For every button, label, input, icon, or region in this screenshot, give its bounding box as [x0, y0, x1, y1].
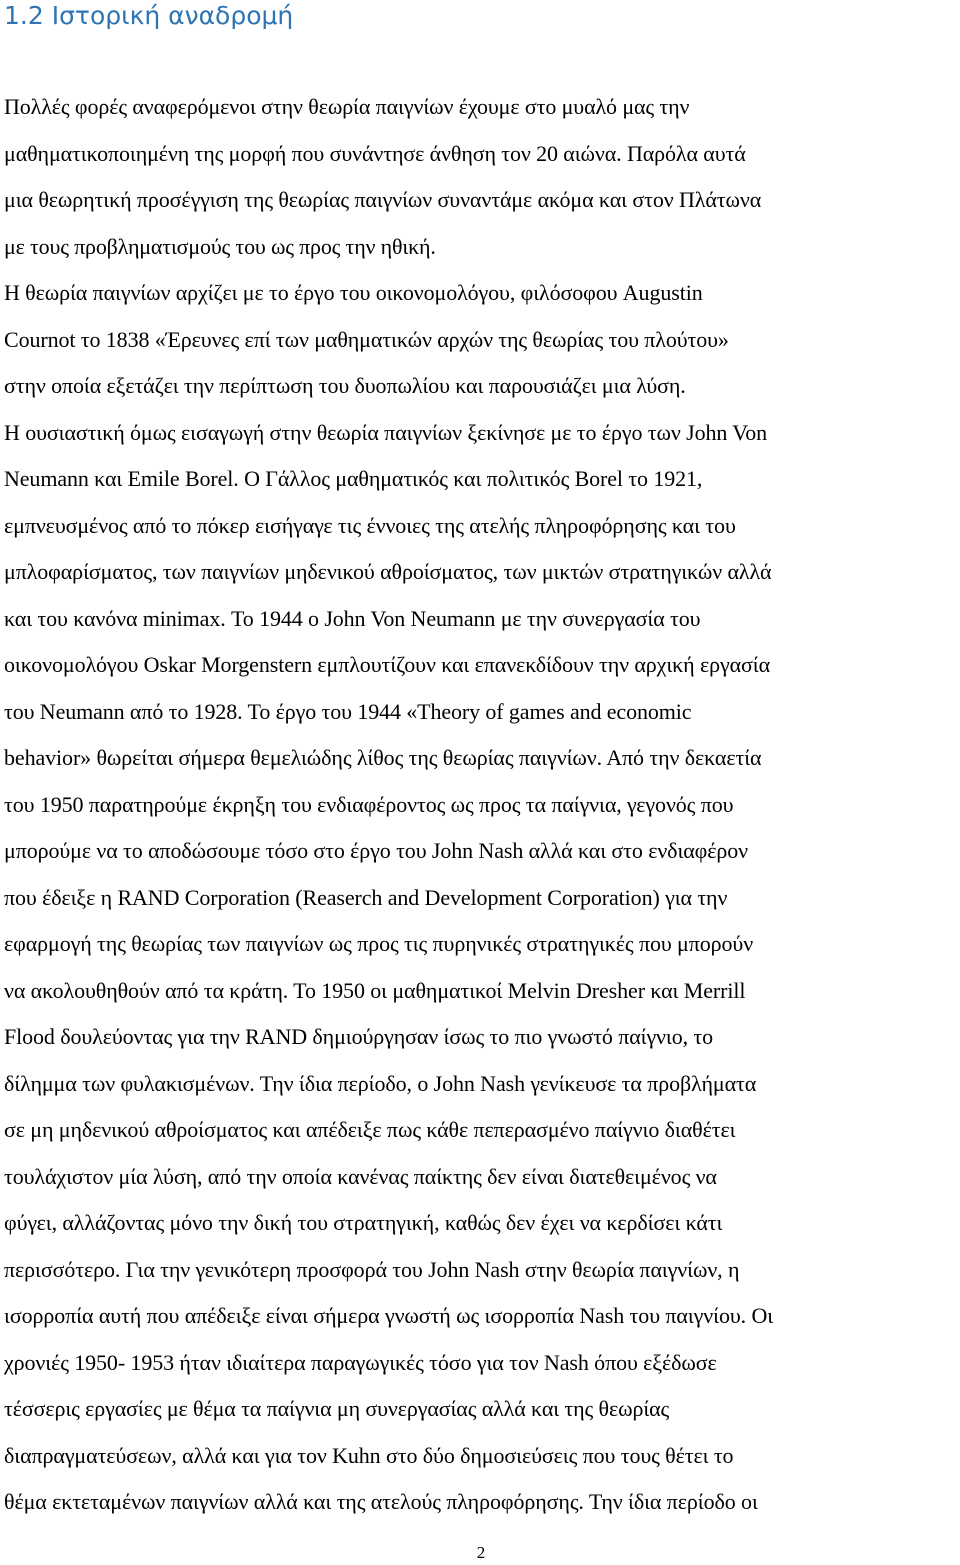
- text-line: περισσότερο. Για την γενικότερη προσφορά του John Nash στην θεωρία παιγνίων, η: [4, 1256, 740, 1282]
- text-line: του 1950 παρατηρούμε έκρηξη του ενδιαφέροντος ως προς τα παίγνια, γεγονός που: [4, 791, 734, 817]
- text-line: και του κανόνα minimax. Το 1944 ο John Von Neumann με την συνεργασία του: [4, 605, 701, 631]
- text-line: Flood δουλεύοντας για την RAND δημιούργησαν ίσως το πιο γνωστό παίγνιο, το: [4, 1024, 714, 1049]
- text-line: μαθηματικοποιημένη της μορφή που συνάντησε άνθηση τον 20 αιώνα. Παρόλα αυτά: [4, 140, 746, 166]
- text-line: δίλημμα των φυλακισμένων. Την ίδια περίοδο, ο John Nash γενίκευσε τα προβλήματα: [4, 1070, 757, 1096]
- text-line: θέμα εκτεταμένων παιγνίων αλλά και της ατελούς πληροφόρησης. Την ίδια περίοδο οι: [4, 1489, 758, 1514]
- text-line: του Neumann από το 1928. Το έργο του 1944 «Theory of games and economic: [4, 698, 692, 724]
- text-line: ισορροπία αυτή που απέδειξε είναι σήμερα γνωστή ως ισορροπία Nash του παιγνίου. Οι: [4, 1303, 774, 1328]
- text-line: εφαρμογή της θεωρίας των παιγνίων ως προς τις πυρηνικές στρατηγικές που μπορούν: [4, 931, 754, 956]
- text-line: τουλάχιστον μία λύση, από την οποία κανένας παίκτης δεν είναι διατεθειμένος να: [4, 1163, 717, 1189]
- text-line: μπορούμε να το αποδώσουμε τόσο στο έργο του John Nash αλλά και στο ενδιαφέρον: [4, 838, 749, 863]
- text-line: Η θεωρία παιγνίων αρχίζει με το έργο του οικονομολόγου, φιλόσοφου Augustin: [4, 280, 703, 305]
- text-line: σε μη μηδενικού αθροίσματος και απέδειξε πως κάθε πεπερασμένο παίγνιο διαθέτει: [4, 1117, 736, 1142]
- text-line: μπλοφαρίσματος, των παιγνίων μηδενικού αθροίσματος, των μικτών στρατηγικών αλλά: [4, 559, 772, 584]
- text-line: που έδειξε η RAND Corporation (Reaserch and Development Corporation) για την: [4, 884, 728, 910]
- page-number: 2: [476, 1543, 486, 1562]
- text-line: να ακολουθηθούν από τα κράτη. Το 1950 οι μαθηματικοί Melvin Dresher και Merrill: [4, 977, 746, 1003]
- text-line: τέσσερις εργασίες με θέμα τα παίγνια μη συνεργασίας αλλά και της θεωρίας: [4, 1396, 670, 1421]
- text-line: Cournot το 1838 «Έρευνες επί των μαθηματικών αρχών της θεωρίας του πλούτου»: [4, 326, 729, 352]
- text-line: μια θεωρητική προσέγγιση της θεωρίας παιγνίων συναντάμε ακόμα και στον Πλάτωνα: [4, 187, 762, 212]
- section-heading: 1.2 Ιστορική αναδρομή: [4, 1, 294, 30]
- text-line: διαπραγματεύσεων, αλλά και για τον Kuhn στο δύο δημοσιεύσεις που τους θέτει το: [4, 1442, 734, 1468]
- text-line: στην οποία εξετάζει την περίπτωση του δυοπωλίου και παρουσιάζει μια λύση.: [4, 373, 686, 398]
- text-line: Neumann και Emile Borel. Ο Γάλλος μαθηματικός και πολιτικός Borel το 1921,: [4, 466, 703, 491]
- body-text: [4, 84, 960, 1526]
- text-line: οικονομολόγου Oskar Morgenstern εμπλουτίζουν και επανεκδίδουν την αρχική εργασία: [4, 652, 771, 677]
- text-line: behavior» θωρείται σήμερα θεμελιώδης λίθος της θεωρίας παιγνίων. Από την δεκαετία: [4, 745, 762, 770]
- text-line: Πολλές φορές αναφερόμενοι στην θεωρία παιγνίων έχουμε στο μυαλό μας την: [4, 94, 690, 119]
- text-line: φύγει, αλλάζοντας μόνο την δική του στρατηγική, καθώς δεν έχει να κερδίσει κάτι: [4, 1210, 723, 1235]
- text-line: Η ουσιαστική όμως εισαγωγή στην θεωρία παιγνίων ξεκίνησε με το έργο των John Von: [4, 419, 768, 445]
- text-line: εμπνευσμένος από το πόκερ εισήγαγε τις έννοιες της ατελής πληροφόρησης και του: [4, 512, 736, 538]
- text-line: χρονιές 1950- 1953 ήταν ιδιαίτερα παραγωγικές τόσο για τον Nash όπου εξέδωσε: [4, 1349, 717, 1375]
- text-line: με τους προβληματισμούς του ως προς την ηθική.: [4, 233, 436, 259]
